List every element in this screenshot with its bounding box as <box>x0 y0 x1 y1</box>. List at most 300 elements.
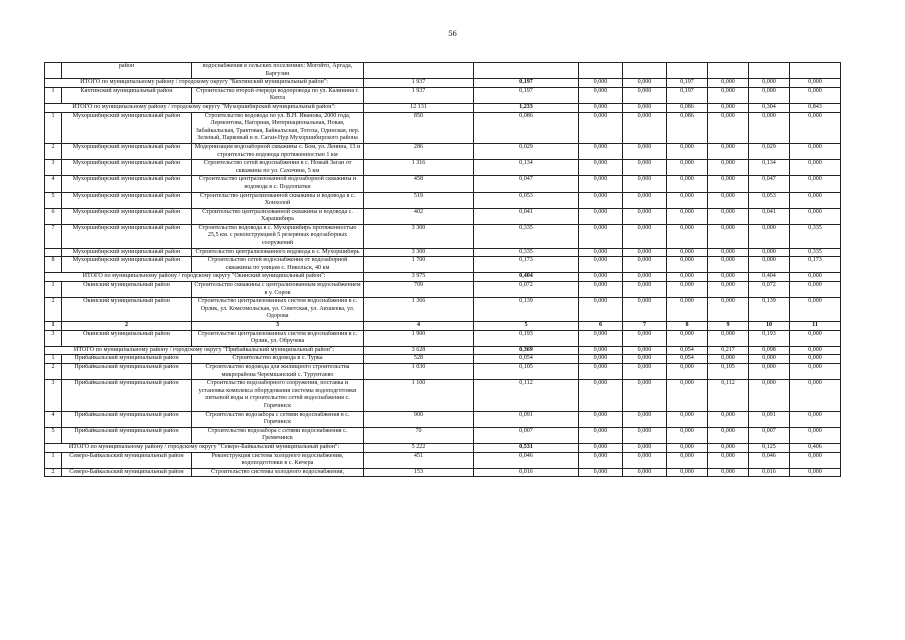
district-cell: Прибайкальский муниципальный район <box>62 411 192 427</box>
value-col-4: 286 <box>364 143 474 159</box>
value-col-9: 0,000 <box>708 143 749 159</box>
value-col-8: 0,000 <box>667 363 708 379</box>
value-col-11: 0,000 <box>790 143 841 159</box>
column-number-cell: 2 <box>62 322 192 331</box>
total-label: ИТОГО по муниципальному району / городскому округу "Окинский муниципальный район": <box>45 273 364 282</box>
value-col-4: 709 <box>364 282 474 298</box>
value-col-11: 0,000 <box>790 298 841 322</box>
value-col-6: 0,000 <box>579 143 623 159</box>
value-col-7: 0,000 <box>623 160 667 176</box>
total-label: ИТОГО по муниципальному району / городскому округу "Мухоршибирский муниципальный район": <box>45 103 364 112</box>
value-col-10: 0,047 <box>749 176 790 192</box>
table-row <box>45 192 841 208</box>
column-number-cell: 10 <box>749 322 790 331</box>
value-col-6 <box>579 63 623 79</box>
value-col-7: 0,000 <box>623 248 667 257</box>
district-cell: Прибайкальский муниципальный район <box>62 355 192 364</box>
value-col-11: 0,000 <box>790 208 841 224</box>
value-col-10: 0,000 <box>749 224 790 248</box>
description-cell: Строительство водовода в с. Турка <box>192 355 364 364</box>
value-col-9: 0,000 <box>708 257 749 273</box>
value-col-8: 0,000 <box>667 468 708 477</box>
value-col-11: 0,000 <box>790 355 841 364</box>
value-col-6: 0,000 <box>579 298 623 322</box>
total-col-4: 12 131 <box>364 103 474 112</box>
value-col-4 <box>364 63 474 79</box>
total-col-10: 0,125 <box>749 443 790 452</box>
table-row <box>45 63 841 79</box>
table-row <box>45 411 841 427</box>
value-col-7: 0,000 <box>623 363 667 379</box>
value-col-9: 0,000 <box>708 192 749 208</box>
value-col-8: 0,086 <box>667 112 708 143</box>
description-cell: Строительство скважины с централизованным водоснабжением в у. Сорок <box>192 282 364 298</box>
row-number: 1 <box>45 355 62 364</box>
value-col-5: 0,029 <box>474 143 579 159</box>
value-col-8: 0,000 <box>667 452 708 468</box>
value-col-6: 0,000 <box>579 87 623 103</box>
description-cell: Строительство централизованной скважины и водовода в с. Хонхолой <box>192 192 364 208</box>
row-number: 4 <box>45 176 62 192</box>
value-col-4: 1 100 <box>364 380 474 411</box>
value-col-8: 0,000 <box>667 176 708 192</box>
value-col-8: 0,000 <box>667 143 708 159</box>
row-number <box>45 63 62 79</box>
table-row <box>45 257 841 273</box>
description-cell: Реконструкция система холодного водоснабжения, водоподготовки в с. Кичера <box>192 452 364 468</box>
value-col-7: 0,000 <box>623 427 667 443</box>
value-col-6: 0,000 <box>579 112 623 143</box>
total-col-7: 0,000 <box>623 103 667 112</box>
value-col-11: 0,000 <box>790 411 841 427</box>
value-col-5: 0,054 <box>474 355 579 364</box>
description-cell: водоснабжения в сельских поселениях: Могойто, Аргада, Баргузин <box>192 63 364 79</box>
total-col-8: 0,000 <box>667 273 708 282</box>
value-col-9: 0,000 <box>708 282 749 298</box>
value-col-4: 3 300 <box>364 248 474 257</box>
value-col-8: 0,000 <box>667 298 708 322</box>
value-col-11: 0,335 <box>790 224 841 248</box>
program-table <box>44 62 841 477</box>
column-number-cell: 11 <box>790 322 841 331</box>
value-col-6: 0,000 <box>579 192 623 208</box>
value-col-7: 0,000 <box>623 208 667 224</box>
value-col-10: 0,000 <box>749 257 790 273</box>
value-col-8: 0,000 <box>667 427 708 443</box>
table-row <box>45 380 841 411</box>
column-number-cell: 7 <box>623 322 667 331</box>
value-col-5: 0,016 <box>474 468 579 477</box>
description-cell: Строительство централизованных систем водоснабжения в с. Орлик, ул. Обручева <box>192 330 364 346</box>
value-col-9: 0,000 <box>708 208 749 224</box>
value-col-8: 0,197 <box>667 87 708 103</box>
value-col-5: 0,091 <box>474 411 579 427</box>
row-number <box>45 248 62 257</box>
total-col-9: 0,000 <box>708 443 749 452</box>
value-col-4: 3 300 <box>364 224 474 248</box>
value-col-7: 0,000 <box>623 355 667 364</box>
total-col-10: 0,098 <box>749 346 790 355</box>
table-row <box>45 355 841 364</box>
row-number: 2 <box>45 143 62 159</box>
value-col-7: 0,000 <box>623 176 667 192</box>
value-col-11: 0,000 <box>790 363 841 379</box>
column-number-cell: 9 <box>708 322 749 331</box>
total-col-8: 0,054 <box>667 346 708 355</box>
value-col-8: 0,000 <box>667 248 708 257</box>
column-number-cell: 4 <box>364 322 474 331</box>
description-cell: Строительство сетей водоснабжения от водозаборной скважины по улицам с. Никольск, 40 км <box>192 257 364 273</box>
total-col-11: 0,000 <box>790 79 841 88</box>
value-col-10: 0,053 <box>749 192 790 208</box>
total-col-9: 0,000 <box>708 273 749 282</box>
value-col-7: 0,000 <box>623 192 667 208</box>
district-cell: Прибайкальский муниципальный район <box>62 427 192 443</box>
value-col-9: 0,105 <box>708 363 749 379</box>
value-col-5: 0,105 <box>474 363 579 379</box>
value-col-6: 0,000 <box>579 355 623 364</box>
district-cell: Мухоршибирский муниципальный район <box>62 257 192 273</box>
value-col-9: 0,112 <box>708 380 749 411</box>
total-col-7: 0,000 <box>623 443 667 452</box>
table-row <box>45 208 841 224</box>
page-number: 56 <box>448 28 457 38</box>
value-col-6: 0,000 <box>579 468 623 477</box>
value-col-10: 0,193 <box>749 330 790 346</box>
total-col-7: 0,000 <box>623 273 667 282</box>
value-col-8: 0,000 <box>667 224 708 248</box>
value-col-9: 0,000 <box>708 298 749 322</box>
total-col-6: 0,000 <box>579 273 623 282</box>
value-col-5: 0,086 <box>474 112 579 143</box>
value-col-6: 0,000 <box>579 160 623 176</box>
value-col-6: 0,000 <box>579 224 623 248</box>
value-col-7: 0,000 <box>623 330 667 346</box>
value-col-9: 0,000 <box>708 224 749 248</box>
value-col-4: 451 <box>364 452 474 468</box>
total-col-9: 0,000 <box>708 103 749 112</box>
district-cell: Прибайкальский муниципальный район <box>62 363 192 379</box>
value-col-6: 0,000 <box>579 330 623 346</box>
value-col-5: 0,007 <box>474 427 579 443</box>
row-number: 5 <box>45 427 62 443</box>
value-col-6: 0,000 <box>579 257 623 273</box>
value-col-11: 0,000 <box>790 192 841 208</box>
value-col-11: 0,000 <box>790 112 841 143</box>
value-col-10: 0,000 <box>749 248 790 257</box>
total-col-4: 5 222 <box>364 443 474 452</box>
value-col-11 <box>790 63 841 79</box>
value-col-11: 0,000 <box>790 468 841 477</box>
column-number-cell: 1 <box>45 322 62 331</box>
value-col-11: 0,000 <box>790 282 841 298</box>
value-col-7: 0,000 <box>623 282 667 298</box>
value-col-10: 0,029 <box>749 143 790 159</box>
district-cell: Окинский муниципальный район <box>62 282 192 298</box>
district-cell: Мухоршибирский муниципальный район <box>62 112 192 143</box>
value-col-7: 0,000 <box>623 257 667 273</box>
description-cell: Строительство централизованной водозаборной скважины и водовода в с. Подлопатки <box>192 176 364 192</box>
total-col-11: 0,843 <box>790 103 841 112</box>
value-col-10: 0,072 <box>749 282 790 298</box>
value-col-5: 0,139 <box>474 298 579 322</box>
value-col-4: 1 366 <box>364 298 474 322</box>
value-col-8: 0,000 <box>667 208 708 224</box>
district-cell: Окинский муниципальный район <box>62 298 192 322</box>
description-cell: Строительство водовода в с. Мухоршибирь протяженностью 25,5 км. с реконструкцией 5 резервных водозаборных сооружений <box>192 224 364 248</box>
row-number: 1 <box>45 87 62 103</box>
value-col-9: 0,000 <box>708 112 749 143</box>
value-col-11: 0,000 <box>790 160 841 176</box>
table-row <box>45 143 841 159</box>
value-col-10: 0,007 <box>749 427 790 443</box>
value-col-5: 0,053 <box>474 192 579 208</box>
value-col-7: 0,000 <box>623 87 667 103</box>
value-col-10 <box>749 63 790 79</box>
value-col-10: 0,000 <box>749 112 790 143</box>
value-col-10: 0,016 <box>749 468 790 477</box>
value-col-5: 0,193 <box>474 330 579 346</box>
value-col-6: 0,000 <box>579 363 623 379</box>
district-cell: Мухоршибирский муниципальный район <box>62 248 192 257</box>
value-col-9: 0,000 <box>708 452 749 468</box>
value-col-5: 0,197 <box>474 87 579 103</box>
row-number: 8 <box>45 257 62 273</box>
value-col-8: 0,000 <box>667 411 708 427</box>
table-row <box>45 176 841 192</box>
table-row <box>45 452 841 468</box>
row-number: 7 <box>45 224 62 248</box>
value-col-9: 0,000 <box>708 87 749 103</box>
table-row <box>45 363 841 379</box>
table-row <box>45 427 841 443</box>
column-number-cell: 3 <box>192 322 364 331</box>
value-col-6: 0,000 <box>579 380 623 411</box>
value-col-11: 0,335 <box>790 248 841 257</box>
value-col-7: 0,000 <box>623 468 667 477</box>
total-col-8: 0,000 <box>667 443 708 452</box>
district-cell: Кяхтинский муниципальный район <box>62 87 192 103</box>
value-col-5: 0,335 <box>474 224 579 248</box>
value-col-7 <box>623 63 667 79</box>
value-col-9: 0,000 <box>708 427 749 443</box>
value-col-10: 0,000 <box>749 87 790 103</box>
value-col-5: 0,173 <box>474 257 579 273</box>
district-total-row <box>45 103 841 112</box>
value-col-8: 0,000 <box>667 192 708 208</box>
total-col-6: 0,000 <box>579 103 623 112</box>
value-col-7: 0,000 <box>623 143 667 159</box>
description-cell: Модернизация водозаборной скважины с. Бом, ул. Ленина, 13 и строительство водовода протяженностью 1 км <box>192 143 364 159</box>
table-row <box>45 248 841 257</box>
district-total-row <box>45 79 841 88</box>
value-col-9 <box>708 63 749 79</box>
value-col-9: 0,000 <box>708 176 749 192</box>
value-col-9: 0,000 <box>708 355 749 364</box>
district-total-row <box>45 273 841 282</box>
value-col-11: 0,173 <box>790 257 841 273</box>
value-col-5 <box>474 63 579 79</box>
district-cell: Мухоршибирский муниципальный район <box>62 208 192 224</box>
total-col-5: 0,369 <box>474 346 579 355</box>
value-col-7: 0,000 <box>623 112 667 143</box>
value-col-7: 0,000 <box>623 452 667 468</box>
value-col-4: 1 900 <box>364 330 474 346</box>
value-col-9: 0,000 <box>708 160 749 176</box>
row-number: 2 <box>45 363 62 379</box>
value-col-8: 0,054 <box>667 355 708 364</box>
total-col-5: 0,197 <box>474 79 579 88</box>
row-number: 3 <box>45 380 62 411</box>
value-col-6: 0,000 <box>579 282 623 298</box>
value-col-5: 0,112 <box>474 380 579 411</box>
total-col-7: 0,000 <box>623 79 667 88</box>
row-number: 2 <box>45 468 62 477</box>
value-col-8: 0,000 <box>667 330 708 346</box>
value-col-7: 0,000 <box>623 380 667 411</box>
value-col-4: 1 700 <box>364 257 474 273</box>
district-cell: Мухоршибирский муниципальный район <box>62 176 192 192</box>
row-number: 3 <box>45 330 62 346</box>
total-label: ИТОГО по муниципальному району / городскому округу "Прибайкальский муниципальный район": <box>45 346 364 355</box>
description-cell: Строительство водозабора с сетями водоснабжения с. Гремячинск <box>192 427 364 443</box>
district-cell: Окинский муниципальный район <box>62 330 192 346</box>
value-col-10: 0,139 <box>749 298 790 322</box>
district-total-row <box>45 443 841 452</box>
row-number: 3 <box>45 160 62 176</box>
total-col-10: 0,000 <box>749 79 790 88</box>
district-cell: Мухоршибирский муниципальный район <box>62 143 192 159</box>
total-label: ИТОГО по муниципальному району / городскому округу "Кяхтинский муниципальный район": <box>45 79 364 88</box>
value-col-5: 0,047 <box>474 176 579 192</box>
row-number: 1 <box>45 452 62 468</box>
value-col-6: 0,000 <box>579 452 623 468</box>
value-col-10: 0,000 <box>749 380 790 411</box>
district-cell: Мухоршибирский муниципальный район <box>62 160 192 176</box>
total-col-6: 0,000 <box>579 443 623 452</box>
total-col-10: 0,304 <box>749 103 790 112</box>
total-col-8: 0,197 <box>667 79 708 88</box>
value-col-10: 0,046 <box>749 452 790 468</box>
value-col-5: 0,134 <box>474 160 579 176</box>
total-col-5: 0,404 <box>474 273 579 282</box>
value-col-11: 0,000 <box>790 452 841 468</box>
total-col-4: 3 628 <box>364 346 474 355</box>
column-number-cell: 8 <box>667 322 708 331</box>
value-col-10: 0,000 <box>749 355 790 364</box>
total-col-4: 1 937 <box>364 79 474 88</box>
total-col-6: 0,000 <box>579 79 623 88</box>
description-cell: Строительство водовода по ул. В.Н. Иванова, 2000 года, Лермонтова, Нагорная, Интернациональная, Новая, Забайкальская, Трактовая, Байкальская, Тотоха, Одинская, пер. Зеленый, Парковый в п. Саган-Нур Мухоршибирского района <box>192 112 364 143</box>
value-col-7: 0,000 <box>623 411 667 427</box>
value-col-10: 0,000 <box>749 363 790 379</box>
value-col-6: 0,000 <box>579 411 623 427</box>
value-col-11: 0,000 <box>790 330 841 346</box>
row-number: 5 <box>45 192 62 208</box>
value-col-8 <box>667 63 708 79</box>
value-col-11: 0,000 <box>790 176 841 192</box>
value-col-11: 0,000 <box>790 427 841 443</box>
value-col-4: 458 <box>364 176 474 192</box>
total-col-4: 3 975 <box>364 273 474 282</box>
district-cell: Северо-Байкальский муниципальный район <box>62 468 192 477</box>
district-cell: Северо-Байкальский муниципальный район <box>62 452 192 468</box>
column-number-row <box>45 322 841 331</box>
district-cell: Мухоршибирский муниципальный район <box>62 192 192 208</box>
value-col-11: 0,000 <box>790 380 841 411</box>
total-col-9: 0,217 <box>708 346 749 355</box>
total-col-11: 0,000 <box>790 346 841 355</box>
value-col-6: 0,000 <box>579 176 623 192</box>
row-number: 1 <box>45 112 62 143</box>
value-col-5: 0,335 <box>474 248 579 257</box>
table-row <box>45 330 841 346</box>
value-col-4: 1 316 <box>364 160 474 176</box>
value-col-9: 0,000 <box>708 330 749 346</box>
total-col-5: 0,531 <box>474 443 579 452</box>
value-col-4: 850 <box>364 112 474 143</box>
value-col-11: 0,000 <box>790 87 841 103</box>
value-col-6: 0,000 <box>579 208 623 224</box>
value-col-9: 0,000 <box>708 411 749 427</box>
value-col-4: 1 937 <box>364 87 474 103</box>
row-number: 6 <box>45 208 62 224</box>
total-col-9: 0,000 <box>708 79 749 88</box>
total-col-6: 0,000 <box>579 346 623 355</box>
district-total-row <box>45 346 841 355</box>
row-number: 1 <box>45 282 62 298</box>
value-col-4: 528 <box>364 355 474 364</box>
total-col-5: 1,233 <box>474 103 579 112</box>
description-cell: Строительство централизованного водовода в с. Мухоршибирь <box>192 248 364 257</box>
total-col-7: 0,000 <box>623 346 667 355</box>
value-col-4: 519 <box>364 192 474 208</box>
district-cell: Прибайкальский муниципальный район <box>62 380 192 411</box>
table-row <box>45 298 841 322</box>
table-row <box>45 87 841 103</box>
table-row <box>45 468 841 477</box>
total-col-11: 0,406 <box>790 443 841 452</box>
description-cell: Строительство централизованной скважины и водовода с. Харашибирь <box>192 208 364 224</box>
value-col-7: 0,000 <box>623 224 667 248</box>
total-col-11: 0,000 <box>790 273 841 282</box>
description-cell: Строительство водозабора с сетями водоснабжения в с. Горячинск <box>192 411 364 427</box>
value-col-10: 0,041 <box>749 208 790 224</box>
value-col-5: 0,072 <box>474 282 579 298</box>
value-col-8: 0,000 <box>667 160 708 176</box>
total-label: ИТОГО по муниципальному району / городскому округу "Северо-Байкальский муниципальный район": <box>45 443 364 452</box>
district-cell: Мухоршибирский муниципальный район <box>62 224 192 248</box>
description-cell: Строительство второй очереди водопровода по ул. Калинина г. Кяхта <box>192 87 364 103</box>
table-row <box>45 160 841 176</box>
value-col-6: 0,000 <box>579 248 623 257</box>
value-col-4: 70 <box>364 427 474 443</box>
column-number-cell: 6 <box>579 322 623 331</box>
description-cell: Строительство водовода для жилищного строительства микрорайона Черемшанский с. Турунтаево <box>192 363 364 379</box>
value-col-10: 0,091 <box>749 411 790 427</box>
value-col-8: 0,000 <box>667 380 708 411</box>
description-cell: Строительство централизованных систем водоснабжения в с. Орлик, ул. Комсомольская, ул. Советская, ул. Аюшеева, ул. Одорова <box>192 298 364 322</box>
value-col-8: 0,000 <box>667 282 708 298</box>
district-cell: район <box>62 63 192 79</box>
table-row <box>45 112 841 143</box>
row-number: 2 <box>45 298 62 322</box>
description-cell: Строительство сетей водоснабжения в с. Новый Заган от скважины по ул. Сахочина, 5 км <box>192 160 364 176</box>
value-col-5: 0,041 <box>474 208 579 224</box>
value-col-10: 0,134 <box>749 160 790 176</box>
table-row <box>45 224 841 248</box>
description-cell: Строительство системы холодного водоснабжения, <box>192 468 364 477</box>
